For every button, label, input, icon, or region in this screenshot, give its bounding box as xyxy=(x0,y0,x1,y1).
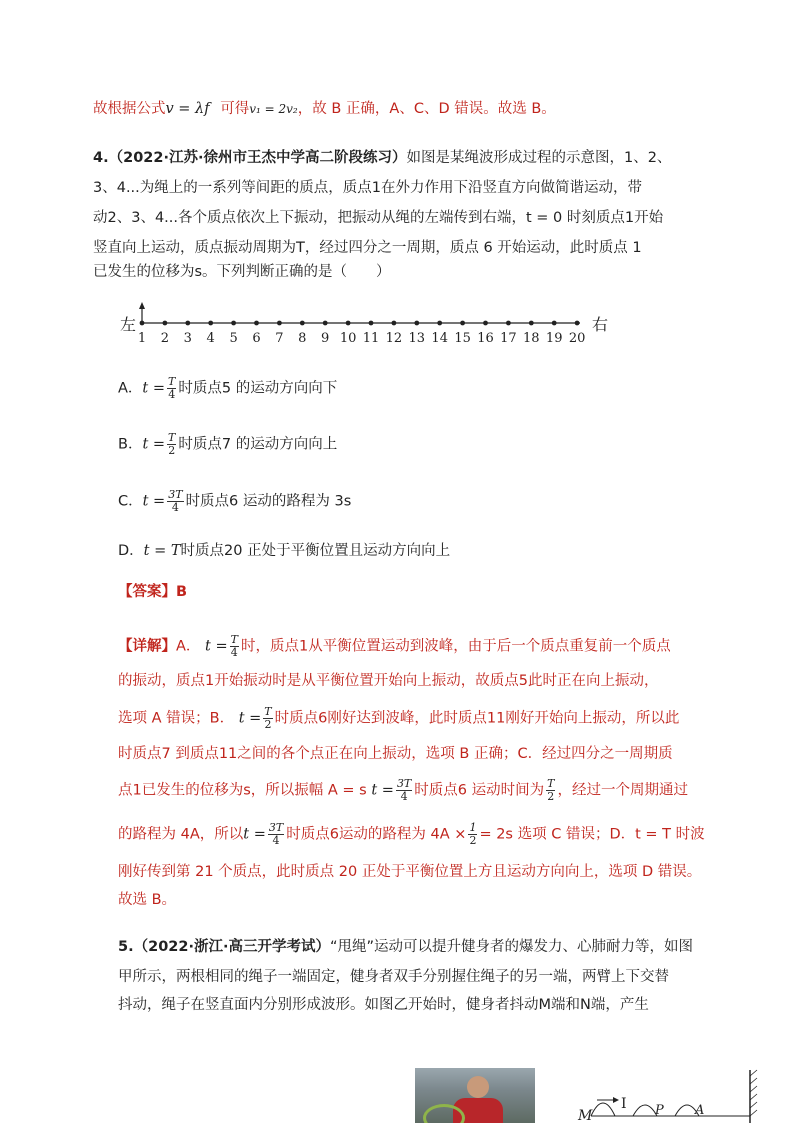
rope-point-label: 9 xyxy=(321,331,330,346)
right-label: 右 xyxy=(592,315,609,334)
option-letter: D． xyxy=(118,543,144,559)
question-number: 4. xyxy=(93,150,109,166)
rope-point-dot xyxy=(529,321,534,326)
question-4-line-1 xyxy=(93,148,671,168)
option-a xyxy=(118,376,337,401)
option-text: 时质点6 运动的路程为 3s xyxy=(185,493,352,510)
question-4-line-5: 已发生的位移为s。下列判断正确的是（ ） xyxy=(93,264,391,280)
rope-point-label: 3 xyxy=(183,331,192,346)
rope-point-dot xyxy=(414,321,419,326)
option-time: t = xyxy=(142,493,166,510)
answer xyxy=(118,582,187,602)
rope-point-dot xyxy=(185,321,190,326)
rope-point-label: 14 xyxy=(431,331,448,346)
conclusion-text-mid: 可得 xyxy=(220,101,250,117)
left-label: 左 xyxy=(120,315,137,334)
rope-point-label: 11 xyxy=(362,331,380,346)
rope-point-label: 10 xyxy=(339,331,357,346)
rope-point-dot xyxy=(575,321,580,326)
option-time: t = xyxy=(142,436,166,453)
question-4-line-3: 动2、3、4...各个质点依次上下振动，把振动从绳的左端传到右端，t = 0 时刻质点1开始 xyxy=(93,210,664,226)
rope-point-dot xyxy=(506,321,511,326)
option-text: 时质点20 正处于平衡位置且运动方向向上 xyxy=(180,543,451,559)
option-d xyxy=(118,541,450,561)
label-i: I xyxy=(621,1096,627,1112)
question-source: （2022·浙江·高三开学考试） xyxy=(133,939,330,955)
formula-velocity-relation: v₁ = 2v₂ xyxy=(249,102,298,116)
explanation-line-6: 的路程为 4A，所以t = $\frac{3T}{4}$ 时质点6运动的路程为 4A × $\frac{1}{2}$ = 2s 选项 C 错误；D．t = T 时波 xyxy=(118,821,705,847)
question-number: 5. xyxy=(118,939,134,955)
rope-point-label: 8 xyxy=(298,331,307,346)
wave-curve xyxy=(591,1103,699,1116)
fitness-rope-photo xyxy=(415,1068,535,1123)
rope-point-label: 18 xyxy=(523,331,540,346)
label-p: P xyxy=(655,1103,664,1118)
explanation-line-8: 故选 B。 xyxy=(118,892,177,908)
rope-point-label: 17 xyxy=(500,331,517,346)
right-arrow-icon xyxy=(613,1097,619,1103)
label-m: M xyxy=(578,1108,593,1123)
question-4-line-2: 3、4...为绳上的一系列等间距的质点，质点1在外力作用下沿竖直方向做简谐运动，带 xyxy=(93,180,643,196)
rope-point-dot xyxy=(231,321,236,326)
rope-point-label: 12 xyxy=(385,331,403,346)
rope-point-label: 2 xyxy=(160,331,170,346)
rope-point-dot xyxy=(254,321,259,326)
rope-point-label: 15 xyxy=(454,331,471,346)
rope-point-dot xyxy=(300,321,305,326)
option-time: t = T xyxy=(143,543,181,559)
prev-conclusion xyxy=(93,99,556,119)
option-letter: C． xyxy=(118,493,143,510)
rope-point-label: 6 xyxy=(252,331,261,346)
explanation-line-1: 【详解】A． t = $\frac{T}{4}$ 时，质点1从平衡位置运动到波峰，由于后一个质点重复前一个质点 xyxy=(118,633,671,659)
rope-point-label: 7 xyxy=(275,331,284,346)
rope-point-label: 4 xyxy=(206,331,215,346)
rope-point-dot xyxy=(483,321,488,326)
explanation-label: 【详解】 xyxy=(118,638,176,655)
label-a: A xyxy=(695,1103,705,1118)
explanation-line-5: 点1已发生的位移为s，所以振幅 A = s t = $\frac{3T}{4}$ 时质点6 运动时间为 $\frac{T}{2}$ ，经过一个周期通过 xyxy=(118,777,688,803)
rope-point-dot xyxy=(208,321,213,326)
option-text: 时质点7 的运动方向向上 xyxy=(178,436,338,453)
rope-point-dot xyxy=(369,321,374,326)
option-fraction: $\frac{3T}{4}$ xyxy=(168,488,183,514)
option-letter: B． xyxy=(118,436,143,453)
rope-point-label: 5 xyxy=(229,331,238,346)
rope-point-dot xyxy=(437,321,442,326)
rope-point-label: 20 xyxy=(568,331,586,346)
rope-point-dot xyxy=(346,321,351,326)
question-source: （2022·江苏·徐州市王杰中学高二阶段练习） xyxy=(108,150,407,166)
question-5-line-1 xyxy=(118,937,693,957)
rope-points-figure xyxy=(112,300,632,348)
answer-value: B xyxy=(176,584,188,600)
rope-point-dot xyxy=(552,321,557,326)
option-b xyxy=(118,432,337,457)
option-text: 时质点5 的运动方向向下 xyxy=(178,380,338,397)
rope-point-dot xyxy=(140,321,145,326)
question-4-line-4: 竖直向上运动，质点振动周期为T，经过四分之一周期，质点 6 开始运动，此时质点 1 xyxy=(93,240,642,256)
formula-wave-speed: v = λf xyxy=(165,101,210,117)
explanation-line-4: 时质点7 到质点11之间的各个点正在向上振动，选项 B 正确；C．经过四分之一周期质 xyxy=(118,746,673,762)
rope-wave-figure xyxy=(575,1068,775,1123)
rope-point-dot xyxy=(277,321,282,326)
rope-point-dot xyxy=(323,321,328,326)
rope-point-dot xyxy=(460,321,465,326)
rope-point-dot xyxy=(163,321,168,326)
rope-point-label: 1 xyxy=(137,331,147,346)
explanation-line-3: 选项 A 错误；B． t = $\frac{T}{2}$ 时质点6刚好达到波峰，此时质点11刚好开始向上振动，所以此 xyxy=(118,705,680,731)
rope-point-dot xyxy=(392,321,397,326)
answer-label: 【答案】 xyxy=(118,584,176,600)
explanation-line-2: 的振动，质点1开始振动时是从平衡位置开始向上振动，故质点5此时正在向上振动， xyxy=(118,673,659,689)
option-fraction: $\frac{T}{2}$ xyxy=(168,431,176,457)
explanation-line-7: 刚好传到第 21 个质点，此时质点 20 正处于平衡位置上方且运动方向向上，选项 D 错误。 xyxy=(118,864,702,880)
option-fraction: $\frac{T}{4}$ xyxy=(168,375,176,401)
up-arrow-icon xyxy=(139,302,145,309)
question-text: 如图是某绳波形成过程的示意图，1、2、 xyxy=(406,150,672,166)
rope-point-label: 13 xyxy=(408,331,426,346)
option-letter: A． xyxy=(118,380,143,397)
wall-hatching xyxy=(750,1070,757,1116)
question-5-line-3: 抖动，绳子在竖直面内分别形成波形。如图乙开始时，健身者抖动M端和N端，产生 xyxy=(118,997,649,1013)
question-text: “甩绳”运动可以提升健身者的爆发力、心肺耐力等，如图 xyxy=(329,939,694,955)
rope-point-label: 16 xyxy=(477,331,494,346)
option-c xyxy=(118,489,351,514)
question-5-line-2: 甲所示，两根相同的绳子一端固定，健身者双手分别握住绳子的另一端，两臂上下交替 xyxy=(118,969,669,985)
conclusion-text-pre: 故根据公式 xyxy=(93,101,166,117)
option-time: t = xyxy=(142,380,166,397)
conclusion-text-post: ，故 B 正确，A、C、D 错误。故选 B。 xyxy=(297,101,556,117)
rope-point-label: 19 xyxy=(545,331,563,346)
